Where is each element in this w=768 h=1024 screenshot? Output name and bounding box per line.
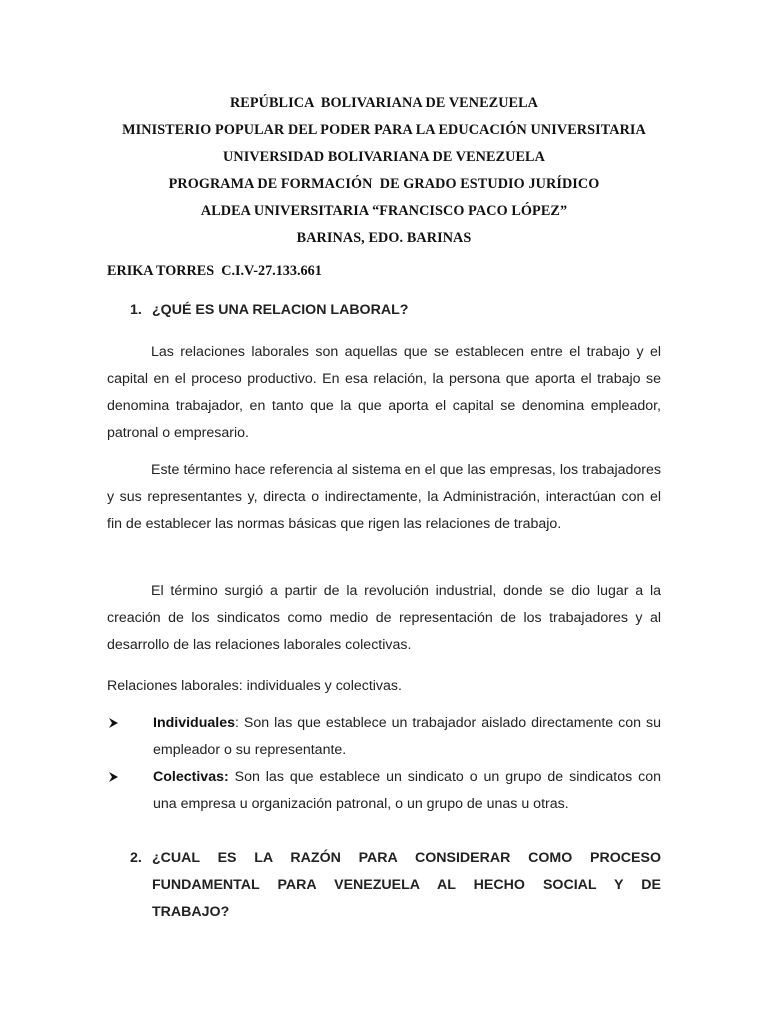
question-2-heading [130,845,661,926]
question-1-number: 1. [130,302,142,318]
author-line: ERIKA TORRES C.I.V-27.133.661 [107,263,322,279]
header-line-university: UNIVERSIDAD BOLIVARIANA DE VENEZUELA [223,149,545,165]
arrowhead-bullet-icon [108,710,119,737]
paragraph-origin: El término surgió a partir de la revolución industrial, donde se dio lugar a la creación de los sindicatos como medio de representación de los trabajadores y al desarrollo de las relaciones laborales colectivas. [107,583,661,653]
header-line-republic: REPÚBLICA BOLIVARIANA DE VENEZUELA [229,95,539,111]
types-list [107,710,661,818]
question-1-title: ¿QUÉ ES UNA RELACION LABORAL? [152,302,409,318]
question-2-title-line-2: FUNDAMENTAL PARA VENEZUELA AL HECHO SOCIAL Y DE [152,877,661,893]
list-item-colectivas [107,764,661,818]
list-item-individuales [107,710,661,764]
question-2-title-line-1: ¿CUAL ES LA RAZÓN PARA CONSIDERAR COMO PROCESO [152,850,661,866]
paragraph-definition: Las relaciones laborales son aquellas que se establecen entre el trabajo y el capital en el proceso productivo. En esa relación, la persona que aporta el trabajo se denomina trabajador, en tanto que la que aporta el capital se denomina empleador, patronal o empresario. [107,344,661,441]
header-line-location: BARINAS, EDO. BARINAS [296,230,472,246]
question-2-number: 2. [130,850,142,866]
question-2-title-line-3: TRABAJO? [152,904,230,920]
type-text-colectivas: Son las que establece un sindicato o un grupo de sindicatos con una empresa u organización patronal, o un grupo de unas u otras. [153,769,661,812]
type-term-colectivas: Colectivas: [153,769,229,785]
type-separator-individuales: : [235,715,239,731]
institution-header [60,90,708,252]
paragraph-system: Este término hace referencia al sistema en el que las empresas, los trabajadores y sus representantes y, directa o indirectamente, la Administración, interactúan con el fin de establecer las normas básicas que rigen las relaciones de trabajo. [107,462,661,532]
type-text-individuales: Son las que establece un trabajador aislado directamente con su empleador o su representante. [153,715,661,758]
header-line-program: PROGRAMA DE FORMACIÓN DE GRADO ESTUDIO JURÍDICO [168,176,600,192]
question-2-title [152,845,661,926]
question-1-heading [130,302,408,318]
arrowhead-bullet-icon [108,764,119,791]
type-term-individuales: Individuales [153,715,235,731]
types-intro: Relaciones laborales: individuales y colectivas. [107,678,402,694]
header-line-ministry: MINISTERIO POPULAR DEL PODER PARA LA EDUCACIÓN UNIVERSITARIA [122,122,646,138]
header-line-aldea: ALDEA UNIVERSITARIA “FRANCISCO PACO LÓPEZ” [200,203,568,219]
